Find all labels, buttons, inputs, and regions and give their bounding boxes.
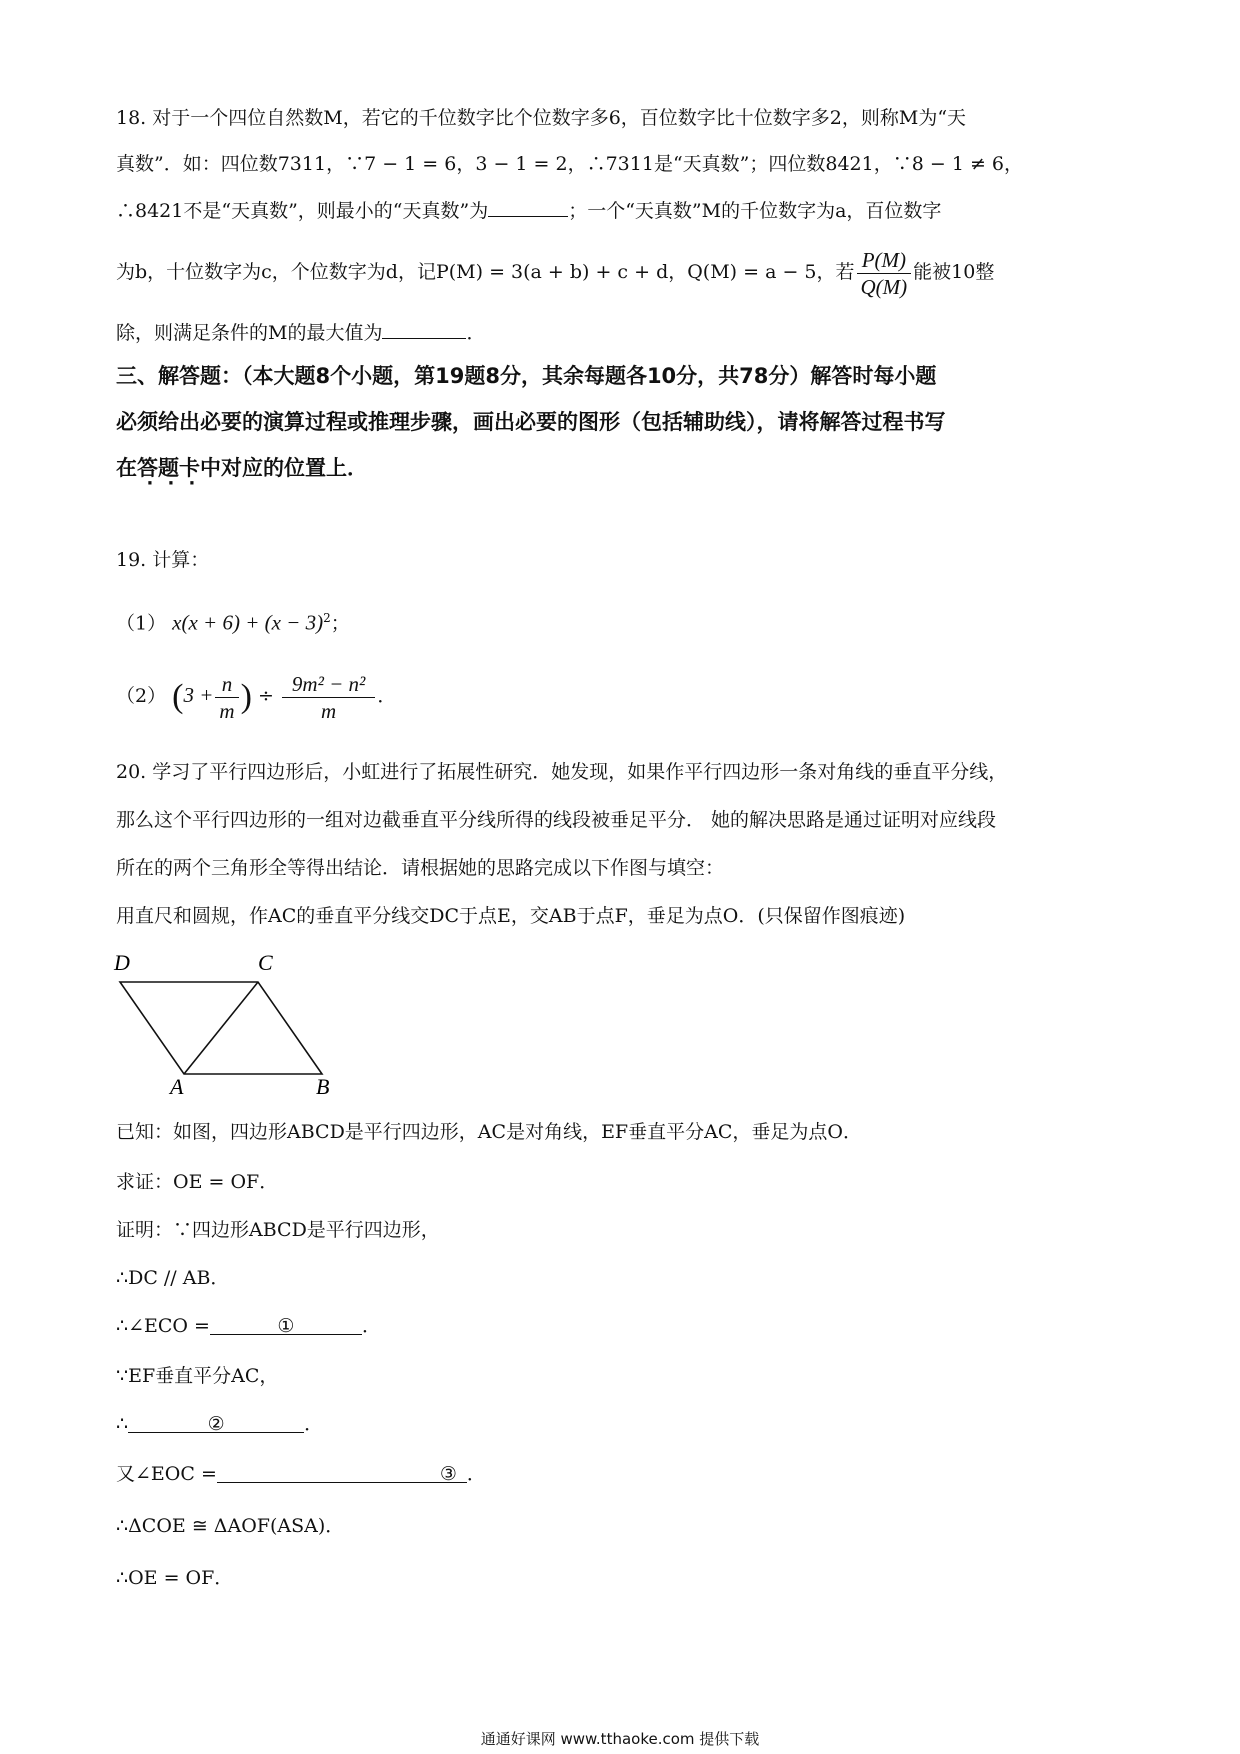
q18-line-4-text-a: 为b，十位数字为c，个位数字为d，记P(M) = 3(a + b) + c + d，Q(M) = a − 5，若 [116, 261, 855, 283]
q19-part2-label: （2） [116, 685, 167, 707]
pm-over-qm-fraction [857, 247, 912, 300]
q20-proof-5-b: ． [304, 1413, 324, 1435]
q20-line-3: 所在的两个三角形全等得出结论．请根据她的思路完成以下作图与填空： [116, 857, 725, 879]
q18-line-3-text-a: ∴8421不是“天真数”，则最小的“天真数”为 [116, 200, 489, 222]
q20-proof-6-b: ． [466, 1463, 486, 1485]
q19-part2-three-plus: 3 + [183, 683, 214, 707]
fraction-numerator: P(M) [857, 247, 912, 274]
section3-line-1: 三、解答题：（本大题8个小题，第19题8分，其余每题各10分，共78分）解答时每小题 [116, 364, 937, 388]
q18-line-5-text-b: ． [466, 322, 486, 344]
q20-proof-3-a: ∴∠ECO = [116, 1315, 210, 1337]
label-a: A [170, 1074, 184, 1096]
q20-proof-8: ∴OE = OF． [116, 1567, 234, 1589]
section3-line-3-b: 中对应的位置上． [200, 456, 368, 480]
q20-line-2: 那么这个平行四边形的一组对边截垂直平分线所得的线段被垂足平分． 她的解决思路是通过证明对应线段 [116, 809, 997, 831]
emphasis-char-3: 卡 [179, 456, 200, 480]
q18-line-3-text-b: ；一个“天真数”M的千位数字为a，百位数字 [568, 200, 942, 222]
fraction-numerator-expr: 9m² − n² [282, 671, 375, 698]
q20-proof-5-a: ∴ [116, 1413, 129, 1435]
section3-line-2: 必须给出必要的演算过程或推理步骤，画出必要的图形（包括辅助线），请将解答过程书写 [116, 410, 946, 434]
q20-line-1: 20. 学习了平行四边形后，小虹进行了拓展性研究．她发现，如果作平行四边形一条对角线的垂直平分线， [116, 761, 1008, 783]
q19-part1-expression: x(x + 6) + (x − 3) [172, 610, 324, 635]
answer-blank-max [382, 318, 466, 339]
parallelogram-figure [100, 948, 340, 1096]
section3-line-3-a: 在 [116, 456, 137, 480]
q19-part1-label: （1） [116, 612, 167, 635]
q20-proof-2: ∴DC // AB． [116, 1267, 230, 1289]
fraction-denominator-expr: m [321, 698, 337, 723]
q18-line-4-text-b: 能被10整 [913, 261, 995, 283]
diagonal-ac [184, 982, 258, 1074]
q19-part1-end: ； [330, 612, 350, 635]
label-c: C [258, 950, 273, 975]
q20-proof-6 [116, 1460, 486, 1488]
label-d: D [114, 950, 130, 975]
q20-proof-7: ∴ΔCOE ≅ ΔAOF(ASA)． [116, 1515, 345, 1537]
q20-prove: 求证：OE = OF． [116, 1171, 279, 1193]
fraction-numerator-n: n [215, 671, 238, 698]
section3-line-3 [116, 454, 368, 482]
q20-proof-3-b: ． [361, 1315, 381, 1337]
fraction-denominator-m: m [219, 698, 235, 723]
q18-line-4 [116, 240, 994, 304]
answer-blank-2: ② [128, 1410, 304, 1433]
label-b: B [316, 1074, 330, 1096]
emphasis-char-1: 答 [137, 456, 158, 480]
q20-proof-1: 证明：∵四边形ABCD是平行四边形， [116, 1219, 440, 1241]
division-sign: ÷ [257, 685, 274, 707]
q20-proof-4: ∵EF垂直平分AC， [116, 1365, 279, 1387]
fraction-denominator: Q(M) [860, 274, 908, 299]
page-footer: 通通好课网 www.tthaoke.com 提供下载 [480, 1730, 760, 1748]
q20-proof-5 [116, 1410, 323, 1438]
q18-line-3 [116, 196, 941, 225]
n-over-m-fraction [215, 671, 238, 724]
answer-blank-1: ① [210, 1312, 362, 1335]
emphasis-char-2: 题 [158, 456, 179, 480]
q20-line-4: 用直尺和圆规，作AC的垂直平分线交DC于点E，交AB于点F，垂足为点O．(只保留作图痕迹) [116, 905, 906, 927]
q19-part1 [116, 604, 350, 637]
q20-known: 已知：如图，四边形ABCD是平行四边形，AC是对角线，EF垂直平分AC，垂足为点O． [116, 1121, 862, 1143]
q20-proof-3 [116, 1312, 381, 1340]
expression-fraction [282, 671, 375, 724]
q18-line-1: 18. 对于一个四位自然数M，若它的千位数字比个位数字多6，百位数字比十位数字多2，则称M为“天 [116, 107, 967, 129]
q19-title: 19. 计算： [116, 549, 210, 571]
q20-proof-6-a: 又∠EOC = [116, 1463, 217, 1485]
q19-part2-end: ． [377, 685, 397, 707]
q19-part2: （2） (3 + $\frac{n}{m}$ ) ÷ $\frac{\text{9m² − n²}}{m}$ ． [116, 671, 397, 723]
answer-blank-smallest [488, 196, 568, 217]
q18-line-2: 真数”．如：四位数7311，∵7 − 1 = 6，3 − 1 = 2，∴7311是“天真数”；四位数8421，∵8 − 1 ≠ 6， [116, 153, 1023, 175]
q18-line-5-text-a: 除，则满足条件的M的最大值为 [116, 322, 383, 344]
q19-part1-exponent: 2 [323, 611, 331, 625]
q18-line-5 [116, 318, 485, 347]
answer-blank-3: ③ [217, 1460, 467, 1483]
